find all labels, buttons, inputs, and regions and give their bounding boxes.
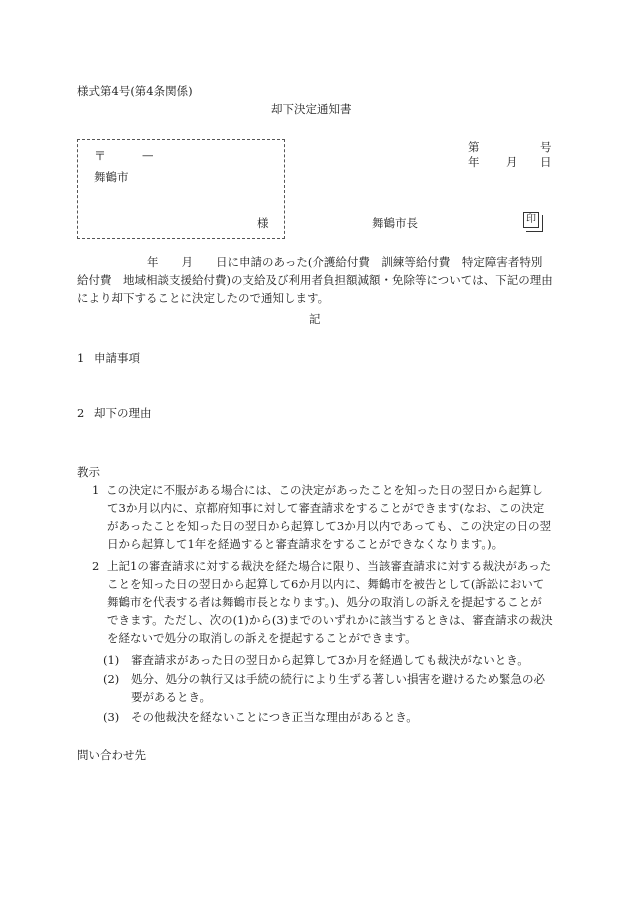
- doc-number-label: 第: [468, 140, 480, 154]
- notice-item-1-text: この決定に不服がある場合には、この決定があったことを知った日の翌日から起算して3か月以内に、京都府知事に対して審査請求をすることができます(なお、この決定があったことを知った日の翌日から起算して3か月以内であっても、この決定の日の翌日から起算して1年を経過すると審査請求をすることができなくなります。)。: [106, 483, 552, 551]
- doc-date-year: 年: [468, 155, 480, 169]
- body-paragraph: 年 月 日に申請のあった(介護給付費 訓練等給付費 特定障害者特別給付費 地域相談支援給付費)の支給及び利用者負担額減額・免除等については、下記の理由により却下することに決定したので通知します。: [77, 255, 553, 305]
- section-1-label: 申請事項: [94, 351, 140, 365]
- section-2-label: 却下の理由: [94, 406, 152, 420]
- inquiry-label: 問い合わせ先: [77, 748, 146, 762]
- document-title: 却下決定通知書: [271, 102, 352, 116]
- ki-label: 記: [309, 312, 321, 326]
- sub-item-3-text: その他裁決を経ないことにつき正当な理由があるとき。: [131, 710, 418, 724]
- sub-item-2-text: 処分、処分の執行又は手続の続行により生ずる著しい損害を避けるため緊急の必要があるとき。: [131, 672, 545, 704]
- postal-mark: 〒: [94, 149, 107, 163]
- section-1-number: 1: [77, 351, 85, 365]
- sub-item-2-number: (2): [103, 672, 120, 686]
- notice-item-2-text: 上記1の審査請求に対する裁決を経た場合に限り、当該審査請求に対する裁決があったことを知った日の翌日から起算して6か月以内に、舞鶴市を被告として(訴訟において舞鶴市を代表する者は舞鶴市長となります。)、処分の取消しの訴えを提起することができます。ただし、次の(1)から(3)までのいずれかに該当するときは、審査請求の裁決を経ないで処分の取消しの訴えを提起することができます。: [107, 559, 553, 645]
- address-box: [77, 139, 285, 239]
- notice-item-2-number: 2: [92, 559, 100, 573]
- postal-dash: —: [142, 148, 154, 162]
- doc-date-day: 日: [540, 155, 552, 169]
- sub-item-1-text: 審査請求があった日の翌日から起算して3か月を経過しても裁決がないとき。: [131, 653, 529, 667]
- sender-name: 舞鶴市長: [372, 216, 418, 230]
- address-city: 舞鶴市: [94, 170, 129, 184]
- doc-date-month: 月: [506, 155, 518, 169]
- seal-icon: 印: [523, 212, 539, 228]
- sub-item-1-number: (1): [103, 653, 120, 667]
- section-2-number: 2: [77, 406, 85, 420]
- address-honorific: 様: [257, 216, 269, 230]
- sub-item-3-number: (3): [103, 710, 120, 724]
- doc-number-suffix: 号: [540, 140, 552, 154]
- notice-heading: 教示: [77, 465, 100, 479]
- form-label: 様式第4号(第4条関係): [77, 84, 193, 98]
- notice-item-1-number: 1: [92, 483, 100, 497]
